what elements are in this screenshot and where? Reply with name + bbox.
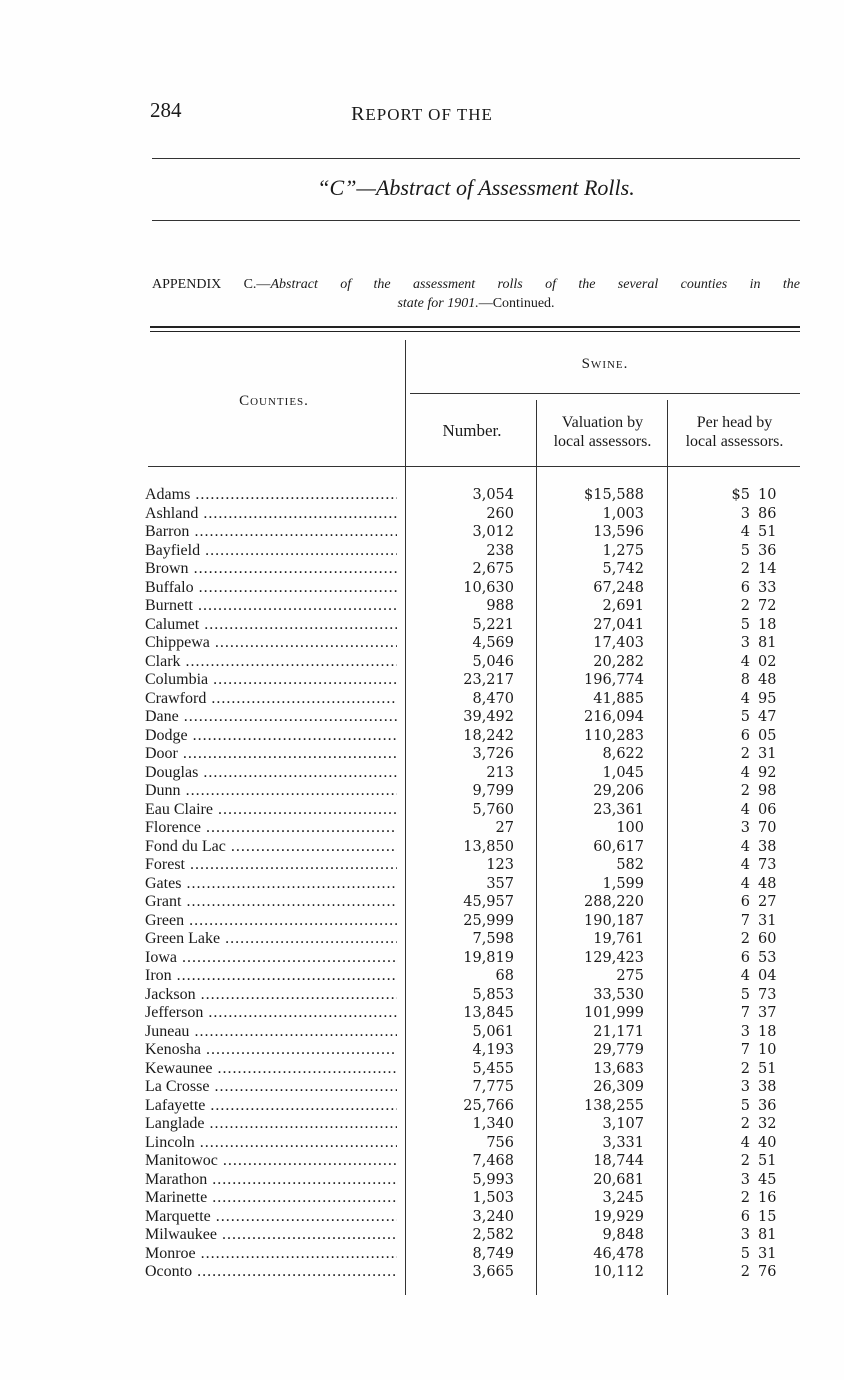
per-head-cents: 53 <box>758 949 777 966</box>
swine-valuation: 29,206 <box>593 783 644 799</box>
swine-valuation: 3,245 <box>602 1190 644 1206</box>
per-head-cents: 02 <box>758 653 777 670</box>
per-head-dollars: 3 <box>740 1079 750 1095</box>
county-name: Green ..... <box>145 912 397 930</box>
table-row <box>0 1004 844 1023</box>
county-name: Door ..... <box>145 745 397 763</box>
county-name: La Crosse ..... <box>145 1078 397 1096</box>
per-head-cents: 06 <box>758 801 777 818</box>
swine-valuation: 110,283 <box>584 727 644 744</box>
swine-valuation: 21,171 <box>593 1023 644 1040</box>
table-row <box>0 1078 844 1097</box>
per-head-cents: 45 <box>758 1171 777 1188</box>
county-name: Iron ..... <box>145 967 397 985</box>
header-valuation <box>538 413 667 451</box>
per-head-dollars: 2 <box>740 1264 750 1280</box>
per-head-cents: 37 <box>758 1005 777 1021</box>
per-head-cents: 51 <box>758 524 777 540</box>
per-head-cents: 73 <box>758 857 777 873</box>
swine-valuation: 8,622 <box>602 746 644 762</box>
county-name: Iowa ..... <box>145 949 397 967</box>
per-head-cents: 27 <box>758 894 777 910</box>
swine-number: 5,221 <box>472 616 514 633</box>
swine-valuation: 46,478 <box>593 1245 644 1262</box>
table-row <box>0 1226 844 1245</box>
swine-number: 3,240 <box>472 1208 514 1225</box>
per-head-cents: 38 <box>758 838 777 855</box>
header-counties: Counties. <box>239 393 309 409</box>
county-name: Gates ..... <box>145 875 397 893</box>
swine-number: 4,569 <box>472 635 514 651</box>
swine-number: 5,760 <box>472 801 514 818</box>
swine-number: 123 <box>486 857 514 873</box>
county-name: Marquette ..... <box>145 1208 397 1226</box>
table-row <box>0 1023 844 1042</box>
per-head-cents: 04 <box>758 968 777 984</box>
per-head-cents: 48 <box>758 672 777 688</box>
per-head-dollars: 4 <box>740 838 750 855</box>
county-name: Douglas ..... <box>145 764 397 782</box>
per-head-cents: 31 <box>758 912 777 929</box>
swine-valuation: 1,599 <box>602 875 644 892</box>
table-row <box>0 653 844 672</box>
table-row <box>0 634 844 653</box>
per-head-dollars: 6 <box>740 579 750 596</box>
per-head-cents: 51 <box>758 1153 777 1169</box>
swine-number: 5,455 <box>472 1060 514 1077</box>
table-row <box>0 1189 844 1208</box>
table-row <box>0 782 844 801</box>
swine-number: 18,242 <box>463 727 514 744</box>
top-rule <box>152 158 800 159</box>
swine-valuation: 5,742 <box>602 561 644 577</box>
per-head-dollars: 5 <box>740 542 750 559</box>
per-head-dollars: 6 <box>740 727 750 744</box>
table-row <box>0 949 844 968</box>
per-head-dollars: 5 <box>740 616 750 633</box>
table-row <box>0 1041 844 1060</box>
header-valuation-line-2: local assessors. <box>553 433 652 450</box>
swine-valuation: 1,275 <box>602 542 644 559</box>
per-head-cents: 81 <box>758 635 777 651</box>
per-head-dollars: 4 <box>740 653 750 670</box>
table-row <box>0 986 844 1005</box>
swine-valuation: 138,255 <box>584 1097 644 1114</box>
swine-number: 8,749 <box>472 1245 514 1262</box>
per-head-dollars: 3 <box>740 635 750 651</box>
county-name: Columbia ..... <box>145 671 397 689</box>
appendix-line-1 <box>152 275 800 294</box>
swine-valuation: 3,107 <box>602 1116 644 1132</box>
swine-number: 45,957 <box>463 894 514 910</box>
per-head-dollars: 4 <box>740 968 750 984</box>
per-head-dollars: 5 <box>740 1097 750 1114</box>
per-head-cents: 76 <box>758 1264 777 1280</box>
swine-number: 25,999 <box>463 912 514 929</box>
per-head-cents: 32 <box>758 1116 777 1132</box>
running-head-rest: EPORT OF THE <box>365 105 493 124</box>
header-number: Number. <box>442 421 502 440</box>
swine-valuation: 67,248 <box>593 579 644 596</box>
table-row <box>0 523 844 542</box>
table-row <box>0 1263 844 1282</box>
per-head-dollars: 3 <box>740 820 750 836</box>
table-row <box>0 708 844 727</box>
county-name: Florence ..... <box>145 819 397 837</box>
swine-number: 13,845 <box>463 1005 514 1021</box>
per-head-dollars: 6 <box>740 949 750 966</box>
running-head <box>0 103 844 126</box>
appendix-italic-2: state for 1901. <box>397 296 479 311</box>
per-head-cents: 81 <box>758 1227 777 1243</box>
per-head-dollars: 7 <box>740 1042 750 1058</box>
swine-number: 238 <box>486 542 514 559</box>
per-head-dollars: 2 <box>740 931 750 947</box>
table-row <box>0 893 844 912</box>
county-name: Dane ..... <box>145 708 397 726</box>
per-head-dollars: 2 <box>740 1153 750 1169</box>
swine-valuation: 3,331 <box>602 1134 644 1151</box>
table-row <box>0 597 844 616</box>
table-row <box>0 616 844 635</box>
per-head-dollars: $5 <box>731 487 750 503</box>
table-row <box>0 505 844 524</box>
swine-number: 9,799 <box>472 783 514 799</box>
per-head-dollars: 8 <box>740 672 750 688</box>
swine-number: 7,468 <box>472 1153 514 1169</box>
per-head-dollars: 5 <box>740 1245 750 1262</box>
per-head-cents: 38 <box>758 1079 777 1095</box>
swine-valuation: 18,744 <box>593 1153 644 1169</box>
swine-valuation: 1,003 <box>602 505 644 522</box>
swine-valuation: 13,683 <box>593 1060 644 1077</box>
swine-valuation: 275 <box>616 968 644 984</box>
county-name: Buffalo ..... <box>145 579 397 597</box>
page-number: 284 <box>150 98 182 122</box>
county-name: Monroe ..... <box>145 1245 397 1263</box>
per-head-dollars: 4 <box>740 764 750 781</box>
per-head-cents: 86 <box>758 505 777 522</box>
table-row <box>0 560 844 579</box>
table-row <box>0 801 844 820</box>
swine-valuation: 19,929 <box>593 1208 644 1225</box>
county-name: Clark ..... <box>145 653 397 671</box>
table-row <box>0 542 844 561</box>
county-name: Marathon ..... <box>145 1171 397 1189</box>
title-rule <box>152 220 800 221</box>
per-head-dollars: 2 <box>740 746 750 762</box>
per-head-dollars: 6 <box>740 1208 750 1225</box>
per-head-cents: 18 <box>758 616 777 633</box>
table-row <box>0 1171 844 1190</box>
swine-valuation: $15,588 <box>584 487 644 503</box>
table-row <box>0 671 844 690</box>
county-name: Fond du Lac ..... <box>145 838 397 856</box>
swine-number: 68 <box>495 968 514 984</box>
swine-number: 3,012 <box>472 524 514 540</box>
swine-number: 5,853 <box>472 986 514 1003</box>
swine-number: 756 <box>486 1134 514 1151</box>
table-row <box>0 745 844 764</box>
county-name: Chippewa ..... <box>145 634 397 652</box>
swine-number: 357 <box>486 875 514 892</box>
swine-number: 4,193 <box>472 1042 514 1058</box>
per-head-cents: 10 <box>758 487 777 503</box>
group-header-rule <box>410 393 800 394</box>
swine-valuation: 60,617 <box>593 838 644 855</box>
header-per-head <box>669 413 800 451</box>
table-row <box>0 764 844 783</box>
appendix-line-2 <box>152 294 800 313</box>
county-name: Eau Claire ..... <box>145 801 397 819</box>
per-head-dollars: 2 <box>740 561 750 577</box>
per-head-cents: 10 <box>758 1042 777 1058</box>
per-head-cents: 72 <box>758 598 777 614</box>
county-name: Kenosha ..... <box>145 1041 397 1059</box>
swine-valuation: 20,282 <box>593 653 644 670</box>
per-head-dollars: 3 <box>740 1023 750 1040</box>
header-bottom-rule <box>148 466 800 467</box>
per-head-cents: 98 <box>758 783 777 799</box>
county-name: Crawford ..... <box>145 690 397 708</box>
per-head-dollars: 2 <box>740 1060 750 1077</box>
swine-number: 1,340 <box>472 1116 514 1132</box>
table-row <box>0 838 844 857</box>
per-head-cents: 18 <box>758 1023 777 1040</box>
per-head-dollars: 3 <box>740 1227 750 1243</box>
swine-valuation: 288,220 <box>584 894 644 910</box>
county-name: Brown ..... <box>145 560 397 578</box>
table-row <box>0 690 844 709</box>
table-row <box>0 1097 844 1116</box>
per-head-cents: 95 <box>758 690 777 707</box>
county-name: Juneau ..... <box>145 1023 397 1041</box>
per-head-dollars: 4 <box>740 1134 750 1151</box>
swine-valuation: 101,999 <box>584 1005 644 1021</box>
per-head-cents: 92 <box>758 764 777 781</box>
table-row <box>0 1208 844 1227</box>
county-name: Grant ..... <box>145 893 397 911</box>
per-head-cents: 47 <box>758 709 777 725</box>
swine-number: 8,470 <box>472 690 514 707</box>
swine-number: 39,492 <box>463 709 514 725</box>
county-name: Oconto ..... <box>145 1263 397 1281</box>
county-name: Jackson ..... <box>145 986 397 1004</box>
table-row <box>0 486 844 505</box>
county-name: Forest ..... <box>145 856 397 874</box>
table-row <box>0 1115 844 1134</box>
swine-number: 3,726 <box>472 746 514 762</box>
per-head-dollars: 4 <box>740 875 750 892</box>
swine-valuation: 26,309 <box>593 1079 644 1095</box>
per-head-cents: 16 <box>758 1190 777 1206</box>
swine-number: 2,675 <box>472 561 514 577</box>
table-row <box>0 912 844 931</box>
table-row <box>0 1060 844 1079</box>
county-name: Dunn ..... <box>145 782 397 800</box>
per-head-dollars: 6 <box>740 894 750 910</box>
swine-number: 2,582 <box>472 1227 514 1243</box>
county-name: Green Lake ..... <box>145 930 397 948</box>
swine-number: 13,850 <box>463 838 514 855</box>
swine-valuation: 20,681 <box>593 1171 644 1188</box>
swine-valuation: 100 <box>616 820 644 836</box>
per-head-cents: 51 <box>758 1060 777 1077</box>
per-head-cents: 48 <box>758 875 777 892</box>
per-head-dollars: 2 <box>740 783 750 799</box>
county-name: Lincoln ..... <box>145 1134 397 1152</box>
per-head-cents: 36 <box>758 542 777 559</box>
swine-valuation: 9,848 <box>602 1227 644 1243</box>
county-name: Calumet ..... <box>145 616 397 634</box>
per-head-dollars: 2 <box>740 1116 750 1132</box>
per-head-cents: 36 <box>758 1097 777 1114</box>
swine-valuation: 129,423 <box>584 949 644 966</box>
swine-valuation: 41,885 <box>593 690 644 707</box>
swine-valuation: 2,691 <box>602 598 644 614</box>
county-name: Milwaukee ..... <box>145 1226 397 1244</box>
swine-number: 23,217 <box>463 672 514 688</box>
swine-number: 5,061 <box>472 1023 514 1040</box>
table-row <box>0 1134 844 1153</box>
appendix-continued: —Continued. <box>478 296 555 311</box>
per-head-cents: 31 <box>758 1245 777 1262</box>
per-head-dollars: 5 <box>740 986 750 1003</box>
per-head-cents: 14 <box>758 561 777 577</box>
table-row <box>0 1152 844 1171</box>
county-name: Lafayette ..... <box>145 1097 397 1115</box>
per-head-dollars: 4 <box>740 857 750 873</box>
appendix-caption <box>152 275 800 313</box>
table-row <box>0 819 844 838</box>
per-head-cents: 33 <box>758 579 777 596</box>
appendix-label: APPENDIX C.— <box>152 277 271 292</box>
table-top-rule <box>150 326 800 332</box>
table-row <box>0 1245 844 1264</box>
county-name: Marinette ..... <box>145 1189 397 1207</box>
per-head-dollars: 2 <box>740 598 750 614</box>
swine-number: 3,665 <box>472 1264 514 1280</box>
running-head-initial: R <box>351 103 366 125</box>
per-head-cents: 31 <box>758 746 777 762</box>
swine-number: 7,598 <box>472 931 514 947</box>
per-head-dollars: 4 <box>740 524 750 540</box>
appendix-italic-1: Abstract of the assessment rolls of the several counties in the <box>270 277 800 292</box>
swine-valuation: 196,774 <box>584 672 644 688</box>
swine-valuation: 216,094 <box>584 709 644 725</box>
table-row <box>0 727 844 746</box>
per-head-dollars: 3 <box>740 1171 750 1188</box>
per-head-dollars: 4 <box>740 801 750 818</box>
per-head-cents: 73 <box>758 986 777 1003</box>
per-head-dollars: 5 <box>740 709 750 725</box>
swine-number: 3,054 <box>472 487 514 503</box>
swine-valuation: 29,779 <box>593 1042 644 1058</box>
per-head-dollars: 7 <box>740 912 750 929</box>
county-name: Adams ..... <box>145 486 397 504</box>
swine-number: 260 <box>486 505 514 522</box>
swine-number: 213 <box>486 764 514 781</box>
county-name: Kewaunee ..... <box>145 1060 397 1078</box>
swine-valuation: 13,596 <box>593 524 644 540</box>
swine-valuation: 1,045 <box>602 764 644 781</box>
swine-number: 19,819 <box>463 949 514 966</box>
swine-number: 25,766 <box>463 1097 514 1114</box>
swine-number: 5,993 <box>472 1171 514 1188</box>
swine-valuation: 19,761 <box>593 931 644 947</box>
swine-valuation: 27,041 <box>593 616 644 633</box>
table-row <box>0 930 844 949</box>
header-valuation-line-1: Valuation by <box>561 414 644 431</box>
table-row <box>0 579 844 598</box>
swine-number: 5,046 <box>472 653 514 670</box>
county-name: Jefferson ..... <box>145 1004 397 1022</box>
swine-valuation: 33,530 <box>593 986 644 1003</box>
swine-valuation: 17,403 <box>593 635 644 651</box>
county-name: Burnett ..... <box>145 597 397 615</box>
per-head-cents: 70 <box>758 820 777 836</box>
swine-number: 1,503 <box>472 1190 514 1206</box>
county-name: Bayfield ..... <box>145 542 397 560</box>
swine-valuation: 190,187 <box>584 912 644 929</box>
county-name: Dodge ..... <box>145 727 397 745</box>
county-name: Langlade ..... <box>145 1115 397 1133</box>
per-head-cents: 40 <box>758 1134 777 1151</box>
swine-number: 7,775 <box>472 1079 514 1095</box>
section-title: “C”—Abstract of Assessment Rolls. <box>317 175 635 200</box>
swine-valuation: 23,361 <box>593 801 644 818</box>
swine-number: 27 <box>495 820 514 836</box>
header-per-head-line-1: Per head by <box>696 414 773 431</box>
swine-number: 988 <box>486 598 514 614</box>
table-row <box>0 856 844 875</box>
swine-valuation: 10,112 <box>593 1264 644 1280</box>
header-swine: Swine. <box>581 356 629 372</box>
per-head-cents: 60 <box>758 931 777 947</box>
swine-valuation: 582 <box>616 857 644 873</box>
per-head-dollars: 7 <box>740 1005 750 1021</box>
table-row <box>0 967 844 986</box>
table-row <box>0 875 844 894</box>
per-head-dollars: 3 <box>740 505 750 522</box>
header-per-head-line-2: local assessors. <box>685 433 784 450</box>
per-head-cents: 05 <box>758 727 777 744</box>
per-head-dollars: 4 <box>740 690 750 707</box>
county-name: Manitowoc ..... <box>145 1152 397 1170</box>
swine-number: 10,630 <box>463 579 514 596</box>
per-head-cents: 15 <box>758 1208 777 1225</box>
county-name: Barron ..... <box>145 523 397 541</box>
county-name: Ashland ..... <box>145 505 397 523</box>
per-head-dollars: 2 <box>740 1190 750 1206</box>
